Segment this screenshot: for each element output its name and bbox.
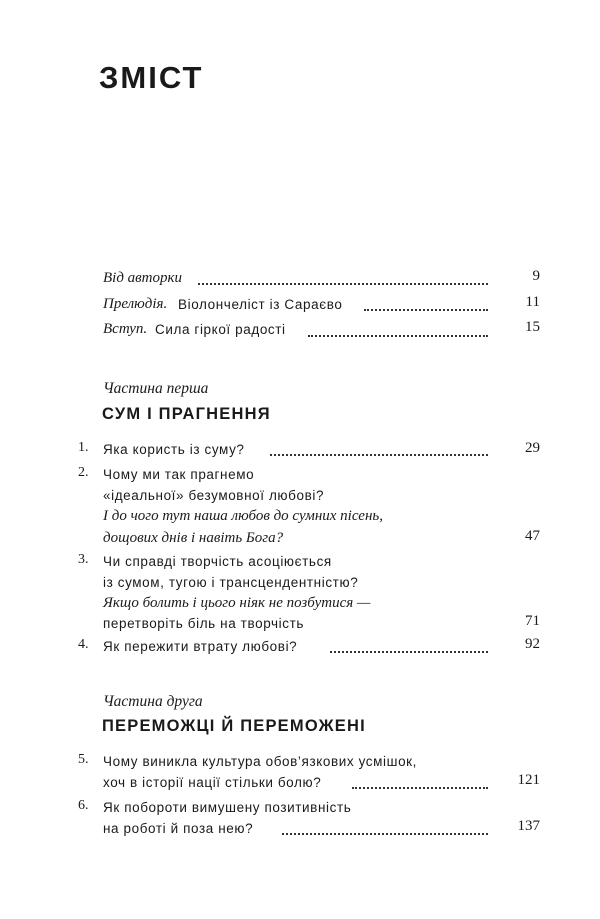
- entry-label-line: перетворіть біль на творчість: [103, 616, 305, 631]
- dot-leader: [198, 283, 488, 285]
- chapter-number: 4.: [78, 637, 89, 652]
- entry-label-line: із сумом, тугою і трансцендентністю?: [103, 575, 359, 590]
- entry-label-line: Чому виникла культура обов’язкових усмішок,: [103, 754, 418, 769]
- dot-leader: [364, 309, 488, 311]
- entry-subtitle-line: Якщо болить і цього ніяк не позбутися —: [103, 595, 371, 611]
- entry-prefix: Вступ.: [103, 321, 148, 337]
- page-number: 92: [525, 636, 540, 652]
- entry-label-line: Чому ми так прагнемо: [103, 467, 255, 482]
- part-label: Частина друга: [103, 693, 203, 710]
- dot-leader: [330, 651, 488, 653]
- entry-label-line: Чи справді творчість асоціюється: [103, 554, 332, 569]
- chapter-number: 1.: [78, 440, 89, 455]
- entry-label-line: «ідеальної» безумовної любові?: [103, 488, 325, 503]
- page-number: 9: [532, 268, 540, 284]
- page-number: 29: [525, 440, 540, 456]
- chapter-number: 2.: [78, 465, 89, 480]
- chapter-number: 5.: [78, 752, 89, 767]
- chapter-number: 3.: [78, 552, 89, 567]
- part-label: Частина перша: [103, 380, 209, 397]
- page-number: 71: [525, 613, 540, 629]
- chapter-number: 6.: [78, 798, 89, 813]
- entry-label: Сила гіркої радості: [155, 322, 286, 337]
- part-title: СУМ І ПРАГНЕННЯ: [102, 405, 271, 423]
- entry-label-line: Як побороти вимушену позитивність: [103, 800, 352, 815]
- entry-subtitle-line: І до чого тут наша любов до сумних пісень,: [103, 508, 383, 524]
- entry-subtitle-line: дощових днів і навіть Бога?: [103, 530, 284, 546]
- entry-label: Яка користь із суму?: [103, 442, 245, 457]
- page-number: 47: [525, 528, 540, 544]
- page-number: 137: [517, 818, 540, 834]
- entry-label: Віолончеліст із Сараєво: [178, 297, 343, 312]
- dot-leader: [352, 787, 488, 789]
- dot-leader: [308, 335, 488, 337]
- part-title: ПЕРЕМОЖЦІ Й ПЕРЕМОЖЕНІ: [102, 717, 366, 735]
- entry-label: Як пережити втрату любові?: [103, 639, 298, 654]
- page-number: 15: [525, 319, 540, 335]
- page-number: 121: [517, 772, 540, 788]
- entry-prefix: Прелюдія.: [103, 296, 168, 312]
- entry-label-line: на роботі й поза нею?: [103, 821, 254, 836]
- dot-leader: [270, 454, 488, 456]
- page-title: ЗМІСТ: [99, 60, 204, 95]
- entry-label-line: хоч в історії нації стільки болю?: [103, 775, 322, 790]
- dot-leader: [282, 833, 488, 835]
- page-number: 11: [525, 294, 540, 310]
- entry-label: Від авторки: [103, 270, 183, 286]
